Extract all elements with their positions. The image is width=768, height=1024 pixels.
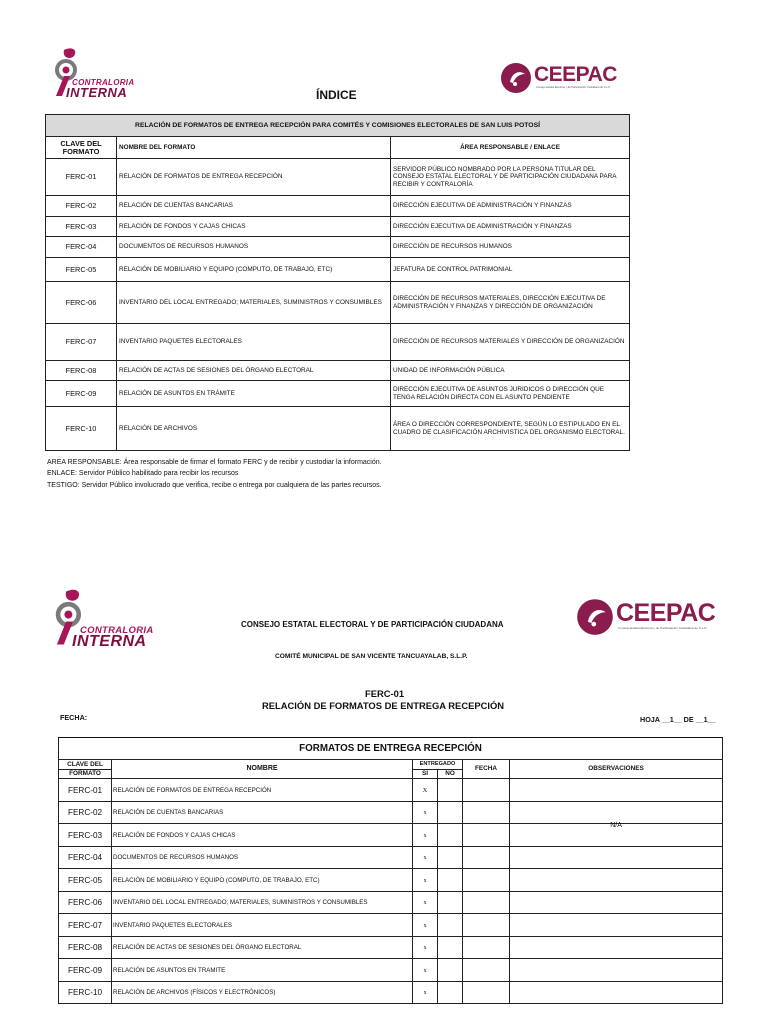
table-row (46, 324, 630, 361)
observaciones-cell (510, 937, 723, 959)
fecha-cell (463, 779, 510, 802)
observaciones-cell (510, 802, 723, 829)
clave-cell: FERC-09 (46, 381, 117, 407)
si-cell: X (413, 779, 438, 802)
logo-contraloria-text: CONTRALORIA (72, 78, 135, 87)
nombre-cell: RELACIÓN DE ACTAS DE SESIONES DEL ÓRGANO ELECTORAL (117, 361, 391, 381)
logo-interna-text: INTERNA (66, 85, 128, 100)
contraloria-interna-logo (50, 46, 140, 100)
observaciones-value: N/A (610, 822, 622, 829)
nombre-cell: DOCUMENTOS DE RECURSOS HUMANOS (117, 237, 391, 258)
si-cell: x (413, 959, 438, 982)
notes-block (47, 457, 382, 491)
si-cell: x (413, 892, 438, 914)
si-cell: x (413, 982, 438, 1004)
index-table (45, 114, 630, 451)
table-row (59, 937, 723, 959)
area-cell: UNIDAD DE INFORMACIÓN PÚBLICA (391, 361, 630, 381)
nombre-cell: DOCUMENTOS DE RECURSOS HUMANOS (112, 847, 413, 869)
area-cell: ÁREA O DIRECCIÓN CORRESPONDIENTE, SEGÚN LO ESTIPULADO EN EL CUADRO DE CLASIFICACIÓN ARCHIVISTICA DEL ORGANISMO ELECTORAL. (391, 407, 630, 451)
observaciones-cell (510, 869, 723, 892)
table-row (59, 847, 723, 869)
table-row (46, 258, 630, 282)
table-row (59, 959, 723, 982)
table-row (59, 779, 723, 802)
area-cell: DIRECCIÓN EJECUTIVA DE ADMINISTRACIÓN Y FINANZAS (391, 196, 630, 217)
fecha-cell (463, 937, 510, 959)
no-cell (438, 802, 463, 824)
table-row (46, 217, 630, 237)
table-row (59, 869, 723, 892)
form-code: FERC-01 (365, 688, 405, 699)
table-row (46, 237, 630, 258)
no-cell (438, 937, 463, 959)
si-cell: x (413, 847, 438, 869)
header-entregado: ENTREGADO (413, 760, 463, 770)
ceepac-logo (500, 62, 617, 98)
table-row (46, 407, 630, 451)
observaciones-cell (510, 959, 723, 982)
ceepac-wordmark: CEEPAC (534, 63, 617, 86)
clave-cell: FERC-05 (59, 869, 112, 892)
no-cell (438, 847, 463, 869)
nombre-cell: RELACIÓN DE FONDOS Y CAJAS CHICAS (112, 824, 413, 847)
ceepac-tagline: Consejo Estatal Electoral y de Participación Ciudadana de S.L.P. (536, 86, 611, 89)
table-row (59, 892, 723, 914)
ceepac-wordmark: CEEPAC (616, 599, 716, 627)
nombre-cell: RELACIÓN DE CUENTAS BANCARIAS (117, 196, 391, 217)
observaciones-cell (510, 914, 723, 937)
logo-contraloria-text: CONTRALORIA (80, 625, 154, 636)
fecha-cell (463, 914, 510, 937)
clave-cell: FERC-09 (59, 959, 112, 982)
fecha-cell (463, 892, 510, 914)
fecha-cell (463, 959, 510, 982)
nombre-cell: INVENTARIO PAQUETES ELECTORALES (117, 324, 391, 361)
table-row (46, 196, 630, 217)
hoja-indicator: HOJA __1__ DE __1__ (640, 715, 716, 724)
formats-table (58, 737, 723, 1004)
clave-cell: FERC-03 (46, 217, 117, 237)
header-no: NO (438, 770, 463, 779)
area-cell: DIRECCIÓN DE RECURSOS HUMANOS (391, 237, 630, 258)
council-name: CONSEJO ESTATAL ELECTORAL Y DE PARTICIPACIÓN CIUDADANA (241, 620, 504, 629)
clave-cell: FERC-01 (59, 779, 112, 802)
header-si: SI (413, 770, 438, 779)
note-testigo: TESTIGO: Servidor Público involucrado que verifica, recibe o entrega por cualquiera de las partes recursos. (47, 481, 382, 489)
note-enlace: ENLACE: Servidor Público habilitado para recibir los recursos (47, 470, 239, 478)
page-title-indice: ÍNDICE (316, 88, 357, 102)
fecha-label: FECHA: (60, 713, 88, 722)
area-cell: DIRECCIÓN DE RECURSOS MATERIALES, DIRECCIÓN EJECUTIVA DE ADMINISTRACIÓN Y FINANZAS Y DIRECCIÓN DE ORGANIZACIÓN (391, 282, 630, 324)
no-cell (438, 914, 463, 937)
table-row (46, 282, 630, 324)
clave-cell: FERC-04 (46, 237, 117, 258)
fecha-cell (463, 869, 510, 892)
nombre-cell: RELACIÓN DE ARCHIVOS (117, 407, 391, 451)
si-cell: x (413, 824, 438, 847)
no-cell (438, 779, 463, 802)
clave-cell: FERC-07 (59, 914, 112, 937)
no-cell (438, 982, 463, 1004)
no-cell (438, 824, 463, 847)
ceepac-emblem-icon (500, 62, 532, 94)
clave-cell: FERC-06 (59, 892, 112, 914)
table-row (46, 159, 630, 196)
formats-table-banner: FORMATOS DE ENTREGA RECEPCIÓN (59, 738, 723, 760)
clave-cell: FERC-06 (46, 282, 117, 324)
clave-cell: FERC-03 (59, 824, 112, 847)
header-clave: CLAVE DEL FORMATO (46, 137, 117, 159)
no-cell (438, 892, 463, 914)
clave-cell: FERC-10 (59, 982, 112, 1004)
area-cell: DIRECCIÓN EJECUTIVA DE ASUNTOS JURIDICOS O DIRECCIÓN QUE TENGA RELACIÓN DIRECTA CON EL ASUNTO PENDIENTE (391, 381, 630, 407)
area-cell: SERVIDOR PÚBLICO NOMBRADO POR LA PERSONA TITULAR DEL CONSEJO ESTATAL ELECTORAL Y DE PARTICIPACIÓN CIUDADANA PARA RECIBIR Y CONTRALORÍA (391, 159, 630, 196)
header-area: ÁREA RESPONSABLE / ENLACE (391, 137, 630, 159)
clave-cell: FERC-02 (59, 802, 112, 824)
nombre-cell: RELACIÓN DE MOBILIARIO Y EQUIPO (COMPUTO, DE TRABAJO, ETC) (112, 869, 413, 892)
committee-name: COMITÉ MUNICIPAL DE SAN VICENTE TANCUAYALAB, S.L.P. (275, 653, 468, 660)
clave-cell: FERC-05 (46, 258, 117, 282)
note-area-responsable: AREA RESPONSABLE: Área responsable de firmar el formato FERC y de recibir y custodiar la información. (47, 459, 382, 466)
header-nombre: NOMBRE (112, 760, 413, 779)
observaciones-cell (510, 892, 723, 914)
fecha-cell (463, 802, 510, 824)
si-cell: x (413, 869, 438, 892)
si-cell: x (413, 937, 438, 959)
clave-cell: FERC-02 (46, 196, 117, 217)
area-cell: DIRECCIÓN EJECUTIVA DE ADMINISTRACIÓN Y FINANZAS (391, 217, 630, 237)
nombre-cell: RELACIÓN DE ACTAS DE SESIONES DEL ÓRGANO ELECTORAL (112, 937, 413, 959)
fecha-cell (463, 982, 510, 1004)
form-title: RELACIÓN DE FORMATOS DE ENTREGA RECEPCIÓN (262, 700, 505, 711)
area-cell: DIRECCIÓN DE RECURSOS MATERIALES Y DIRECCIÓN DE ORGANIZACIÓN (391, 324, 630, 361)
header-clave (59, 760, 112, 779)
observaciones-cell (510, 982, 723, 1004)
header-nombre: NOMBRE DEL FORMATO (117, 137, 391, 159)
index-table-banner: RELACIÓN DE FORMATOS DE ENTREGA RECEPCIÓN PARA COMITÉS Y COMISIONES ELECTORALES DE SAN LUIS POTOSÍ (46, 115, 630, 137)
area-cell: JEFATURA DE CONTROL PATRIMONIAL (391, 258, 630, 282)
nombre-cell: RELACIÓN DE FORMATOS DE ENTREGA RECEPCIÓN (117, 159, 391, 196)
table-row (59, 824, 723, 847)
logo-interna-text: INTERNA (72, 633, 147, 650)
header-clave-line1: CLAVE DEL (59, 761, 111, 769)
nombre-cell: RELACIÓN DE FONDOS Y CAJAS CHICAS (117, 217, 391, 237)
si-cell: x (413, 802, 438, 824)
ceepac-tagline: Consejo Estatal Electoral y de Participación Ciudadana de S.L.P. (618, 626, 707, 630)
clave-cell: FERC-08 (59, 937, 112, 959)
nombre-cell: INVENTARIO PAQUETES ELECTORALES (112, 914, 413, 937)
no-cell (438, 959, 463, 982)
clave-cell: FERC-01 (46, 159, 117, 196)
nombre-cell: RELACIÓN DE FORMATOS DE ENTREGA RECEPCIÓN (112, 779, 413, 802)
fecha-cell (463, 847, 510, 869)
nombre-cell: RELACIÓN DE MOBILIARIO Y EQUIPO (COMPUTO, DE TRABAJO, ETC) (117, 258, 391, 282)
table-row (59, 982, 723, 1004)
clave-cell: FERC-08 (46, 361, 117, 381)
nombre-cell: INVENTARIO DEL LOCAL ENTREGADO; MATERIALES, SUMINISTROS Y CONSUMIBLES (117, 282, 391, 324)
header-fecha: FECHA (463, 760, 510, 779)
si-cell: x (413, 914, 438, 937)
ceepac-logo (576, 598, 716, 638)
observaciones-cell (510, 779, 723, 802)
observaciones-cell (510, 847, 723, 869)
nombre-cell: RELACIÓN DE ASUNTOS EN TRÁMITE (117, 381, 391, 407)
table-row (59, 802, 723, 824)
header-clave-line2: FORMATO (69, 769, 101, 777)
nombre-cell: INVENTARIO DEL LOCAL ENTREGADO; MATERIALES, SUMINISTROS Y CONSUMIBLES (112, 892, 413, 914)
table-row (59, 914, 723, 937)
nombre-cell: RELACIÓN DE ARCHIVOS (FÍSICOS Y ELECTRÓNICOS) (112, 982, 413, 1004)
ceepac-emblem-icon (576, 598, 614, 636)
table-row (46, 381, 630, 407)
nombre-cell: RELACIÓN DE CUENTAS BANCARIAS (112, 802, 413, 824)
fecha-cell (463, 824, 510, 847)
nombre-cell: RELACIÓN DE ASUNTOS EN TRAMITE (112, 959, 413, 982)
clave-cell: FERC-10 (46, 407, 117, 451)
no-cell (438, 869, 463, 892)
contraloria-interna-logo (50, 586, 160, 650)
table-row (46, 361, 630, 381)
clave-cell: FERC-04 (59, 847, 112, 869)
header-observaciones: OBSERVACIONES (510, 760, 723, 779)
clave-cell: FERC-07 (46, 324, 117, 361)
